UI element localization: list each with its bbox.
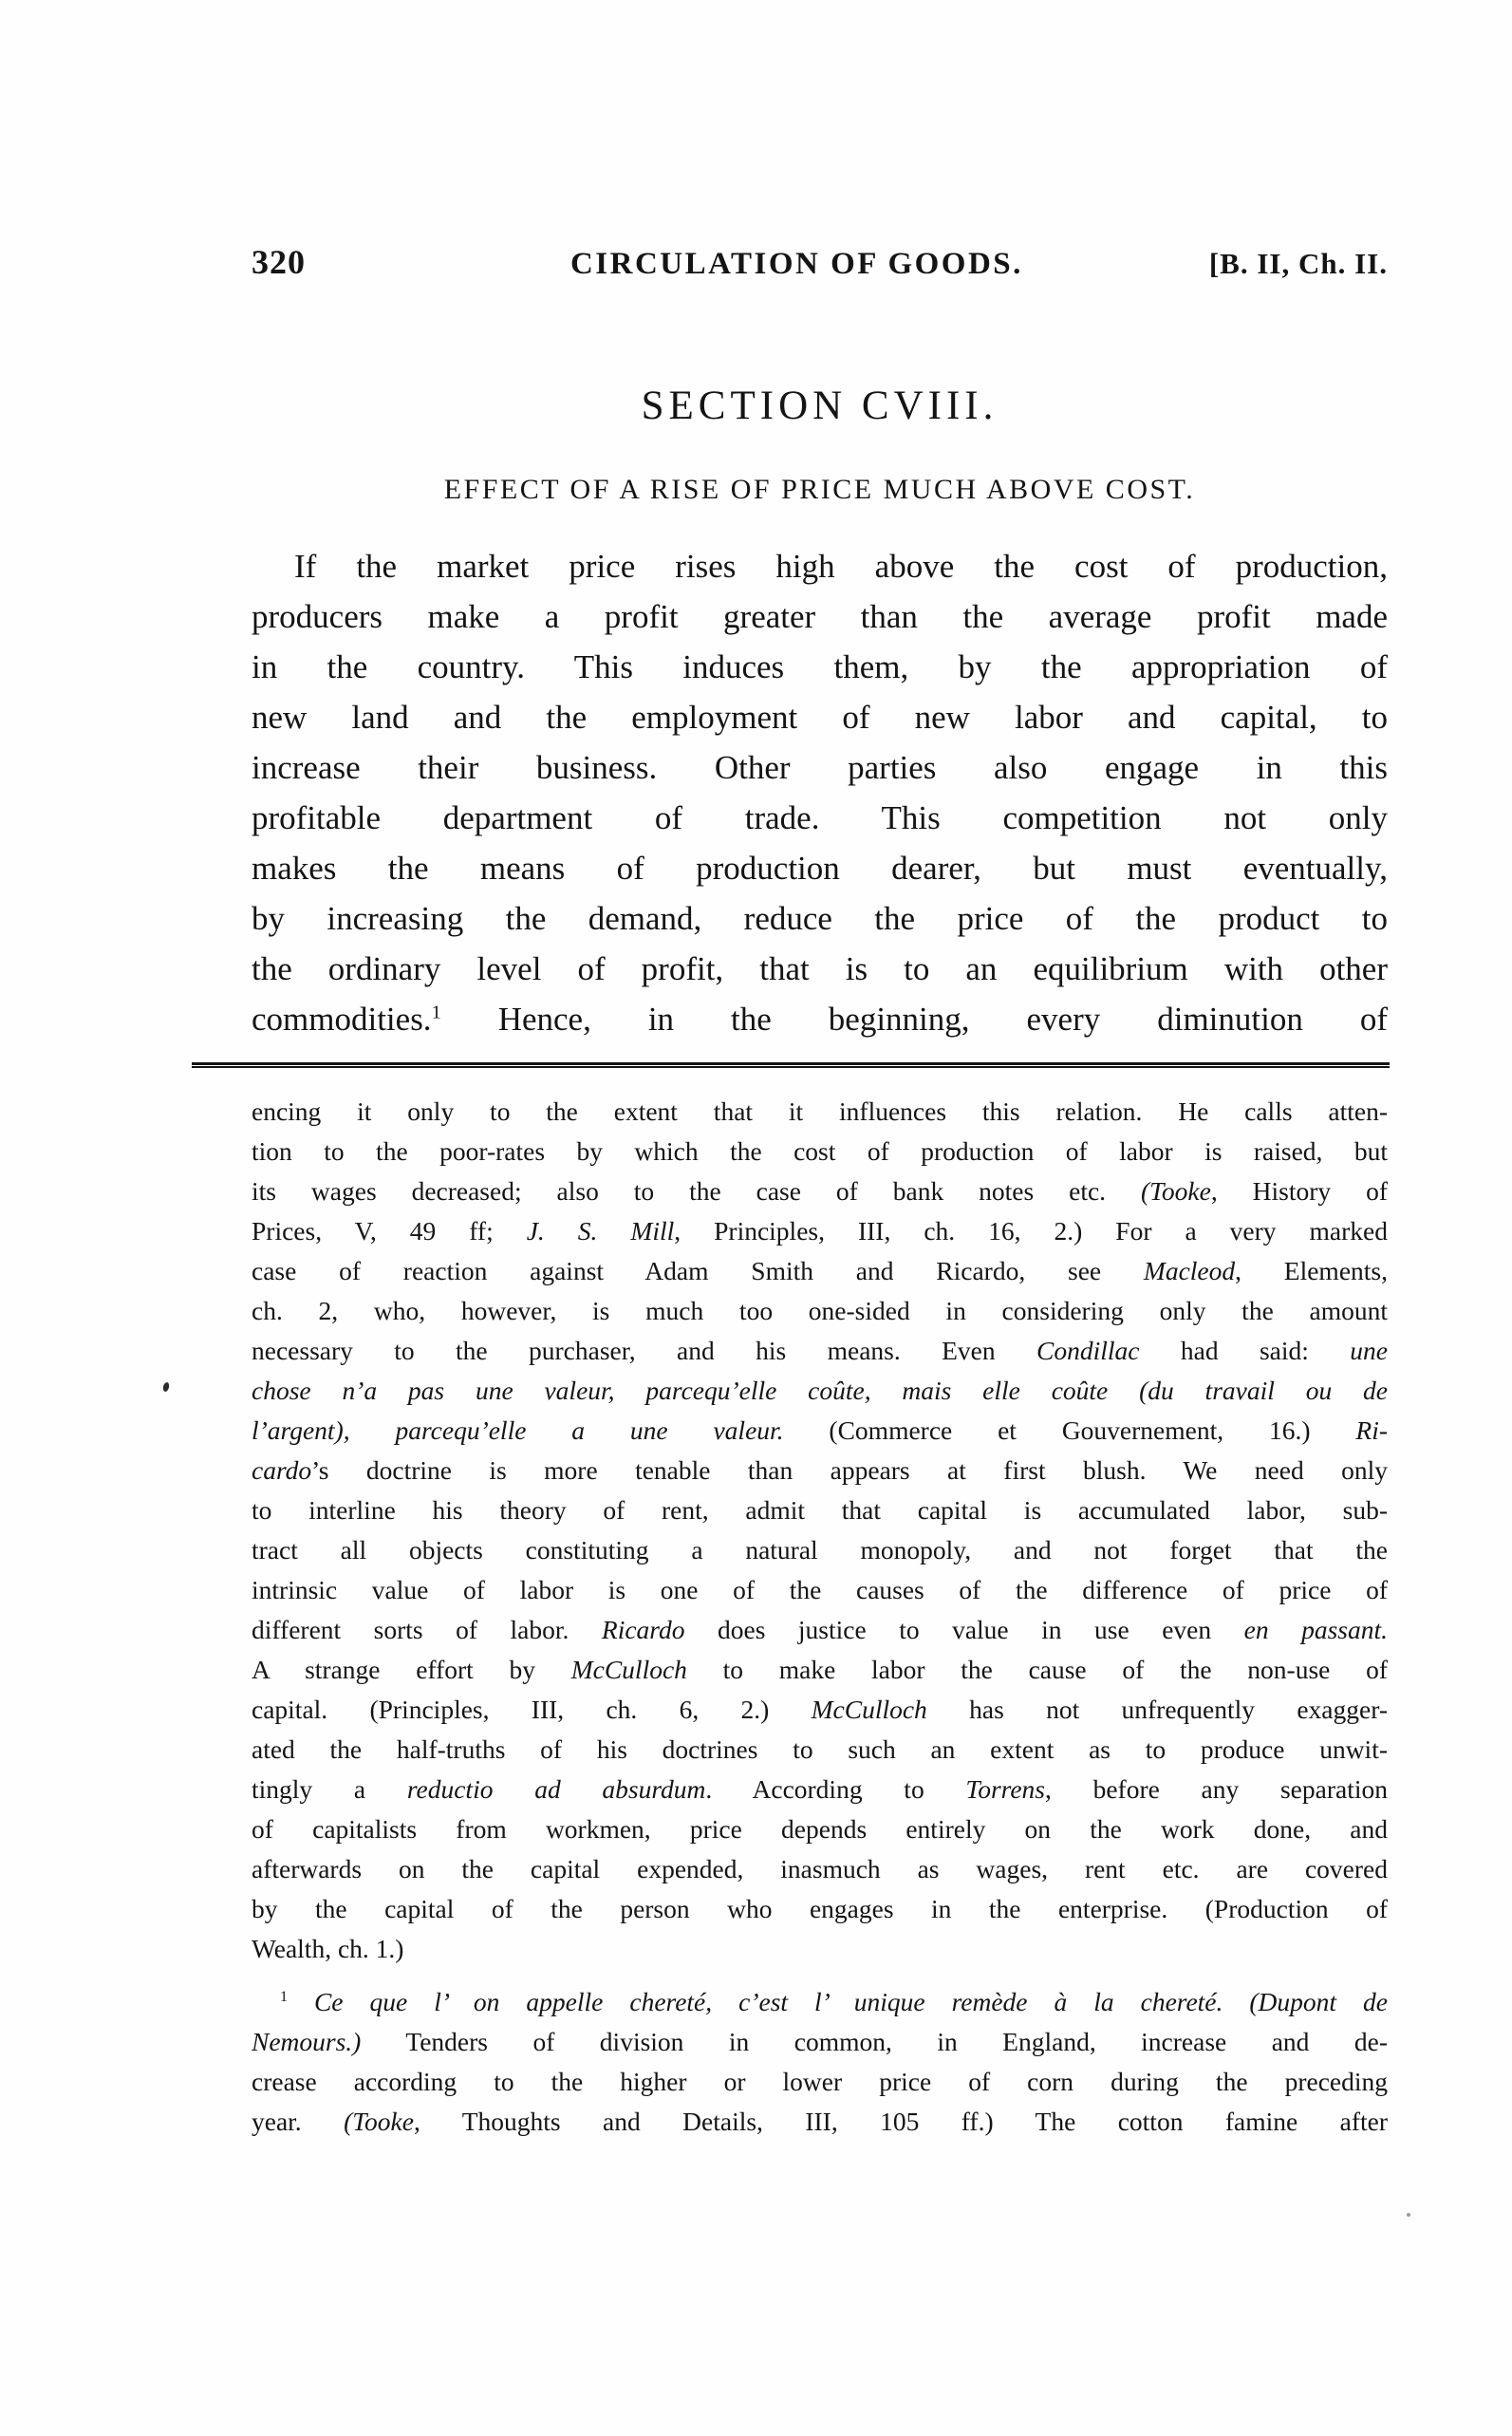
section-subtitle: EFFECT OF A RISE OF PRICE MUCH ABOVE COST. xyxy=(443,474,1196,505)
text-segment: encing it only to the extent that it influences this relation. He calls atten- xyxy=(252,1096,1388,1126)
text-segment: crease according to the higher or lower price of corn during the preceding xyxy=(252,2067,1388,2096)
text-segment: une xyxy=(1350,1336,1388,1365)
text-segment: (Commerce et Gouvernement, 16.) xyxy=(783,1415,1356,1445)
text-segment: Torrens xyxy=(965,1774,1045,1804)
footnotes xyxy=(252,1092,1388,2142)
text-segment: . According to xyxy=(705,1774,966,1804)
text-segment: makes the means of production dearer, but must eventually, xyxy=(252,850,1388,887)
text-segment: McCulloch xyxy=(811,1695,927,1724)
footnote-text-line xyxy=(252,1889,1388,1929)
footnote-text-line xyxy=(252,1411,1388,1451)
text-segment: producers make a profit greater than the average profit made xyxy=(252,598,1388,635)
footnote-text-line xyxy=(252,1251,1388,1291)
text-segment: does justice to value in use even xyxy=(684,1615,1244,1644)
footnote-text-line xyxy=(252,2062,1388,2102)
footnote-text-line xyxy=(252,1610,1388,1650)
text-segment: the ordinary level of profit, that is to an equilibrium with other xyxy=(252,950,1388,987)
text-segment: Condillac xyxy=(1036,1336,1140,1365)
footnote-text-line xyxy=(252,2022,1388,2062)
text-segment: If the market price rises high above the cost of production, xyxy=(294,548,1388,585)
text-segment: reductio ad absurdum xyxy=(406,1774,706,1804)
footnote-text-line xyxy=(252,1809,1388,1849)
footnote-marker: 1 xyxy=(431,1002,441,1023)
text-segment: of capitalists from workmen, price depends entirely on the work done, and xyxy=(252,1814,1388,1844)
footnote-text-line xyxy=(252,1211,1388,1251)
footnote-text-line xyxy=(252,1092,1388,1132)
body-text-line xyxy=(252,994,1388,1044)
body-text-line xyxy=(252,944,1388,994)
footnote-text-line xyxy=(252,1331,1388,1371)
text-segment: year. xyxy=(252,2107,345,2136)
text-segment: to interline his theory of rent, admit that capital is accumulated labor, sub- xyxy=(252,1495,1388,1525)
text-segment: (Tooke xyxy=(344,2107,414,2136)
text-segment: new land and the employment of new labor and capital, to xyxy=(252,699,1388,736)
text-segment: Ricardo xyxy=(601,1615,685,1644)
footnote-marker: 1 xyxy=(280,1988,288,2005)
body-text-line xyxy=(252,541,1388,591)
text-segment: Wealth, ch. 1.) xyxy=(252,1934,404,1963)
scan-ink-spot xyxy=(162,1381,170,1392)
text-segment: tion to the poor-rates by which the cost of production of labor is raised, but xyxy=(252,1136,1388,1166)
body-text-line xyxy=(252,642,1388,692)
text-segment: Prices, V, 49 ff; xyxy=(252,1216,527,1246)
text-segment: increase their business. Other parties also engage in this xyxy=(252,749,1388,786)
text-segment: tract all objects constituting a natural monopoly, and not forget that the xyxy=(252,1535,1388,1565)
text-segment: necessary to the purchaser, and his means. Even xyxy=(252,1336,1036,1365)
page-number: 320 xyxy=(252,243,306,281)
footnote-text-line xyxy=(252,1371,1388,1411)
text-segment: cardo xyxy=(252,1455,312,1485)
body-paragraph xyxy=(252,541,1388,1044)
text-segment: ch. 2, who, however, is much too one-sided in considering only the amount xyxy=(252,1296,1388,1325)
chapter-reference: [B. II, Ch. II. xyxy=(1208,247,1388,280)
section-title: SECTION CVIII. xyxy=(641,384,999,428)
body-text-line xyxy=(252,793,1388,843)
running-header xyxy=(252,242,1388,282)
text-segment: McCulloch xyxy=(570,1655,687,1684)
text-segment: afterwards on the capital expended, inasmuch as wages, rent etc. are covered xyxy=(252,1854,1388,1883)
footnote-text-line xyxy=(252,1650,1388,1690)
text-segment: chose n’a pas une valeur, parcequ’elle coûte, mais elle coûte (du travail ou de xyxy=(252,1376,1388,1405)
text-segment: Tenders of division in common, in England, increase and de- xyxy=(361,2027,1388,2056)
text-segment: tingly a xyxy=(252,1774,407,1804)
text-segment: in the country. This induces them, by the appropriation of xyxy=(252,648,1388,685)
text-segment: Nemours.) xyxy=(252,2027,362,2056)
text-segment: Ce que l’ on appelle chereté, c’est l’ unique remède à la chereté. xyxy=(287,1987,1223,2016)
text-segment: , Thoughts and Details, III, 105 ff.) The cotton famine after xyxy=(413,2107,1388,2136)
text-segment: , Principles, III, ch. 16, 2.) For a very marked xyxy=(674,1216,1388,1246)
text-segment: A strange effort by xyxy=(252,1655,571,1684)
text-segment: has not unfrequently exagger- xyxy=(926,1695,1388,1724)
scan-speck xyxy=(1407,2213,1410,2217)
text-segment: en passant. xyxy=(1243,1615,1388,1644)
running-title: CIRCULATION OF GOODS. xyxy=(569,247,1023,281)
text-segment: Macleod xyxy=(1143,1256,1236,1285)
text-segment: by increasing the demand, reduce the price of the product to xyxy=(252,900,1388,937)
footnote-continuation xyxy=(252,1092,1388,1969)
text-segment xyxy=(1223,1987,1249,2016)
text-segment: , History of xyxy=(1210,1176,1388,1206)
footnote-text-line xyxy=(252,1770,1388,1809)
body-text-line xyxy=(252,692,1388,742)
footnote-text-line xyxy=(252,1451,1388,1490)
text-segment: ated the half-truths of his doctrines to such an extent as to produce unwit- xyxy=(252,1734,1388,1764)
footnote-text-line xyxy=(252,1570,1388,1610)
body-text-line xyxy=(252,843,1388,893)
text-segment: capital. (Principles, III, ch. 6, 2.) xyxy=(252,1695,812,1724)
text-segment: intrinsic value of labor is one of the causes of the difference of price of xyxy=(252,1575,1388,1604)
footnote-text-line xyxy=(252,1132,1388,1171)
text-segment: , Elements, xyxy=(1235,1256,1388,1285)
text-segment: (Dupont de xyxy=(1249,1987,1388,2016)
text-segment: J. S. Mill xyxy=(526,1216,675,1246)
text-segment: Hence, in the beginning, every diminution of xyxy=(440,1001,1388,1038)
body-text-line xyxy=(252,591,1388,642)
footnote-text-line xyxy=(252,1929,1388,1969)
footnote-text-line xyxy=(252,2102,1388,2142)
text-segment: its wages decreased; also to the case of bank notes etc. xyxy=(252,1176,1141,1206)
text-segment: ’s doctrine is more tenable than appears at first blush. We need only xyxy=(311,1455,1388,1485)
text-segment: by the capital of the person who engages in the enterprise. (Production of xyxy=(252,1894,1388,1923)
text-segment: commodities. xyxy=(252,1001,432,1038)
footnote-text-line xyxy=(252,1849,1388,1889)
text-segment: , before any separation xyxy=(1044,1774,1388,1804)
footnote-text-line xyxy=(252,1490,1388,1530)
text-segment: different sorts of labor. xyxy=(252,1615,602,1644)
footnote-text-line xyxy=(252,1982,1388,2022)
text-segment: l’argent), parcequ’elle a une valeur. xyxy=(252,1415,784,1445)
text-segment: to make labor the cause of the non-use of xyxy=(686,1655,1389,1684)
body-text-line xyxy=(252,893,1388,944)
text-segment: had said: xyxy=(1139,1336,1351,1365)
footnote-text-line xyxy=(252,1690,1388,1730)
text-segment: Ri- xyxy=(1355,1415,1388,1445)
footnote-text-line xyxy=(252,1530,1388,1570)
text-segment: case of reaction against Adam Smith and Ricardo, see xyxy=(252,1256,1144,1285)
footnote-1 xyxy=(252,1982,1388,2142)
footnote-text-line xyxy=(252,1171,1388,1211)
text-segment: (Tooke xyxy=(1140,1176,1211,1206)
body-text-line xyxy=(252,742,1388,793)
footnote-separator-rule xyxy=(192,1062,1390,1068)
footnote-text-line xyxy=(252,1730,1388,1770)
footnote-text-line xyxy=(252,1291,1388,1331)
text-segment: profitable department of trade. This competition not only xyxy=(252,799,1388,836)
